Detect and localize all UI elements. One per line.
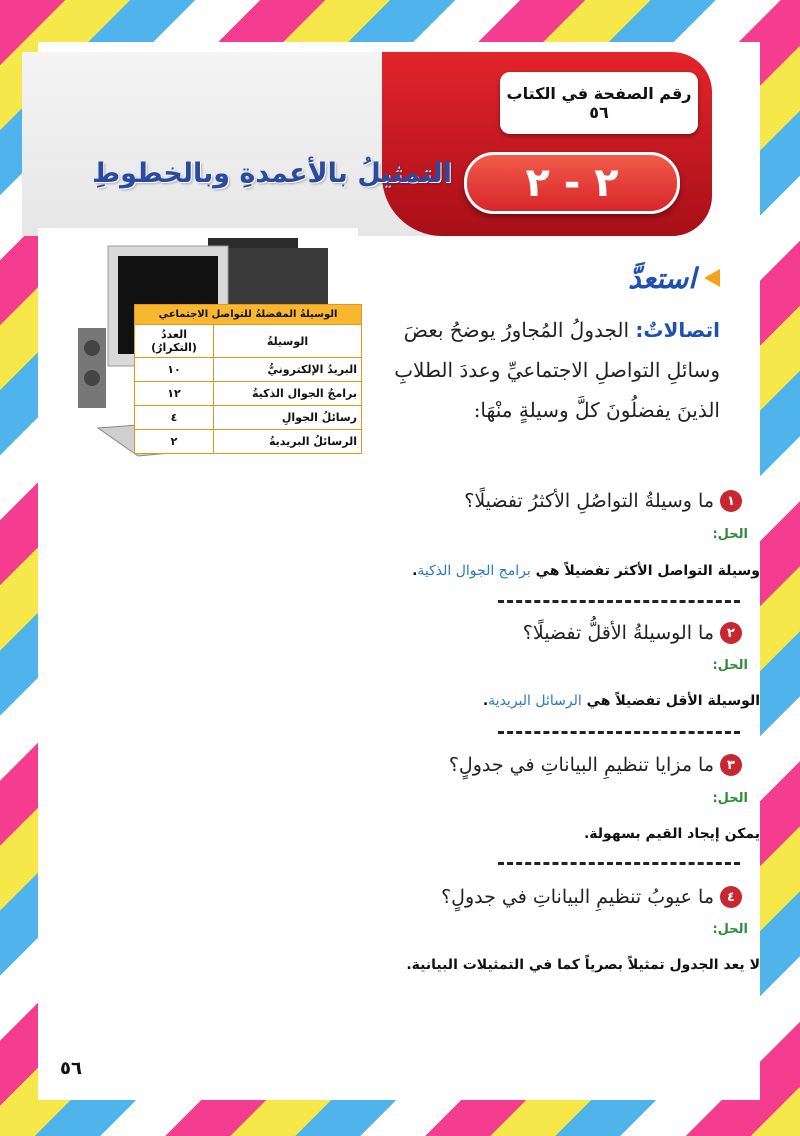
table-cell-count: ١٠ [135,358,214,382]
divider [498,731,740,734]
question-4 [441,886,742,908]
question-text: ما عيوبُ تنظيمِ البياناتِ في جدولٍ؟ [441,886,714,908]
answer-3 [584,826,760,842]
answer-end: . [482,693,489,709]
answer-2 [483,693,760,709]
table-header-medium: الوسيلةُ [214,325,362,358]
answer-text: يمكن إيجاد القيم بسهولة. [583,826,760,842]
question-text: ما الوسيلةُ الأقلُّ تفضيلًا؟ [522,622,714,644]
solution-label: الحل: [712,527,748,542]
intro-text: الجدولُ المُجاورُ يوضحُ بعضَ وسائلِ التواصلِ الاجتماعيِّ وعددَ الطلابِ الذينَ يفضلُونَ كلَّ وسيلةٍ منْهَا: [394,318,720,422]
question-2 [523,622,742,644]
question-text: ما مزايا تنظيمِ البياناتِ في جدولٍ؟ [448,754,714,776]
question-3 [449,754,742,776]
table-cell-count: ٤ [135,406,214,430]
table-row [135,358,362,382]
divider [498,600,740,603]
get-ready-heading [560,256,720,300]
topic-label: اتصالاتٌ: [635,318,720,342]
table-cell-count: ١٢ [135,382,214,406]
answer-text: لا يعد الجدول تمثيلاً بصرياً كما في التمثيلات البيانية. [406,957,760,973]
question-number-badge: ٢ [720,622,742,644]
question-number-badge: ٣ [720,754,742,776]
table-caption: الوسيلةُ المفضلةُ للتواصل الاجتماعي [135,305,362,325]
page-reference-box [500,72,698,134]
triangle-marker-icon [704,269,720,287]
answer-end: . [412,563,418,579]
table-header-count: العددُ (التكرارُ) [135,325,214,358]
question-text: ما وسيلةُ التواصُلِ الأكثرُ تفضيلًا؟ [464,490,714,512]
table-row [135,382,362,406]
answer-highlight: برامج الجوال الذكية [417,563,531,579]
table-cell-medium: رسائلُ الجوالِ [214,406,362,430]
table-cell-medium: البريدُ الإلكترونيُّ [214,358,362,382]
table-cell-medium: برامجُ الجوال الذكيةُ [214,382,362,406]
answer-1 [412,563,760,579]
table-row [135,430,362,454]
solution-label: الحل: [712,658,748,673]
question-number-badge: ٤ [720,886,742,908]
lesson-title: التمثيلُ بالأعمدةِ وبالخطوطِ [92,158,452,189]
get-ready-label: استعدَّ [628,261,696,295]
question-1 [464,490,742,512]
answer-text: الوسيلة الأقل تفضيلاً هي [586,693,760,709]
social-media-table [134,304,362,454]
answer-4 [406,957,760,973]
answer-text: وسيلة التواصل الأكثر تفضيلاً هي [535,563,760,579]
divider [498,862,740,865]
table-cell-count: ٢ [135,430,214,454]
lesson-number: ٢ - ٢ [464,152,680,214]
page-reference-label: رقم الصفحة في الكتاب [506,84,692,103]
page-number: ٥٦ [60,1058,82,1079]
question-number-badge: ١ [720,490,742,512]
table-row [135,406,362,430]
table-cell-medium: الرسائلُ البريديةُ [214,430,362,454]
solution-label: الحل: [712,922,748,937]
answer-highlight: الرسائل البريدية [488,693,582,709]
intro-paragraph [390,310,720,430]
page-reference-number: ٥٦ [589,103,609,122]
solution-label: الحل: [712,791,748,806]
